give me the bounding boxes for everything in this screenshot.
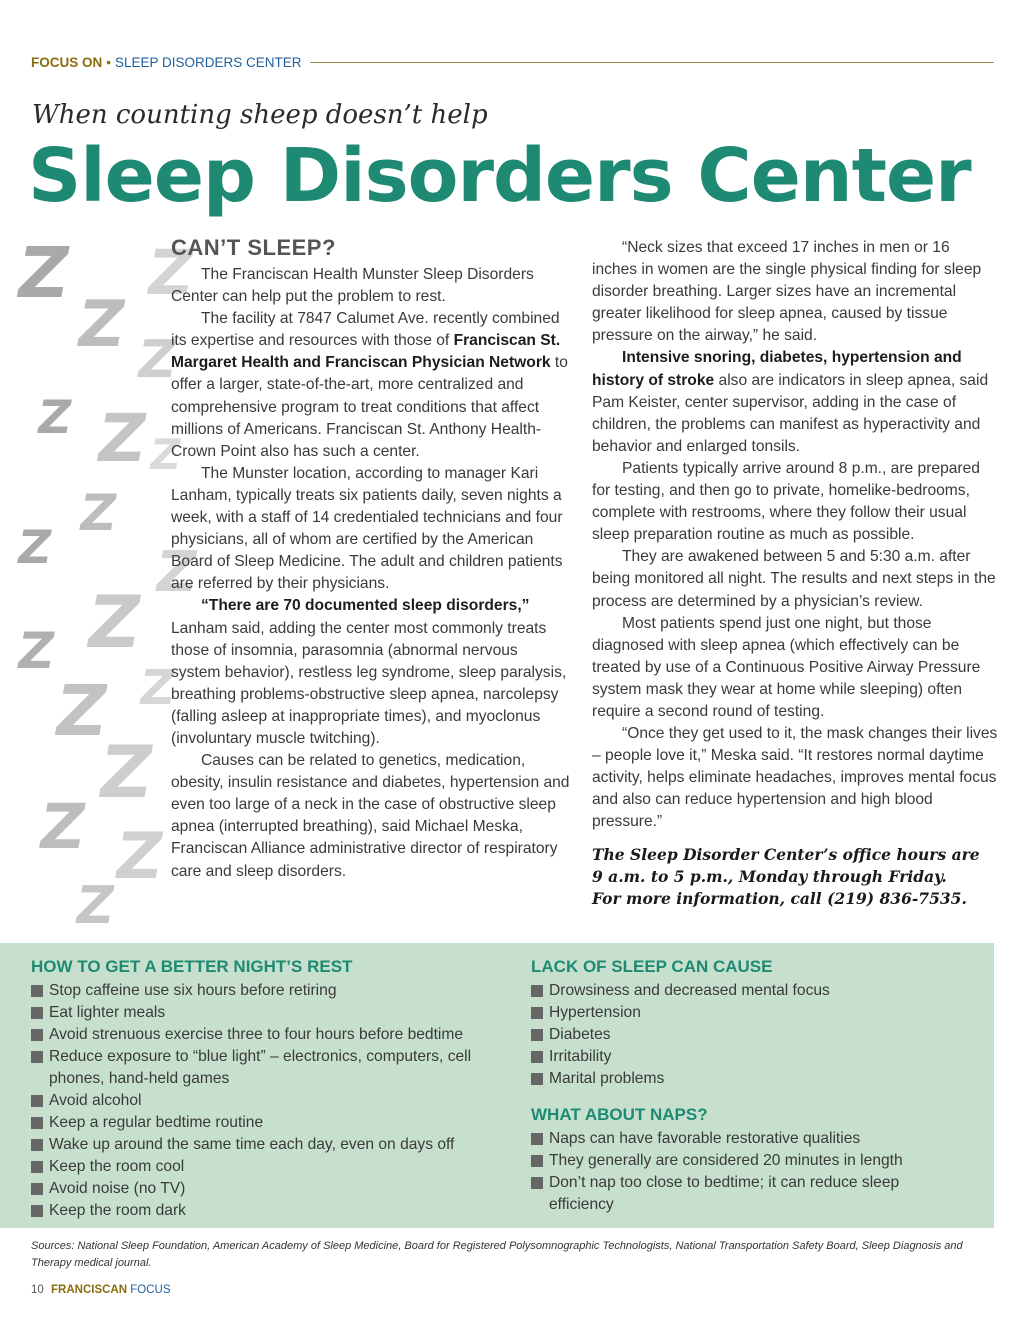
header-rule bbox=[310, 62, 994, 63]
z-letter-icon: Z bbox=[92, 730, 160, 814]
z-letter-icon: Z bbox=[33, 790, 92, 863]
z-letter-icon: Z bbox=[150, 540, 203, 605]
lack-of-sleep-list bbox=[531, 980, 971, 1090]
footer-brand: FRANCISCAN bbox=[51, 1284, 128, 1296]
list-item: Wake up around the same time each day, even on days off bbox=[31, 1134, 511, 1156]
bold-phrase: “There are 70 documented sleep disorders,” bbox=[201, 597, 530, 615]
footer-magazine: FOCUS bbox=[130, 1284, 171, 1296]
z-letter-icon: Z bbox=[132, 330, 182, 390]
z-letter-icon: Z bbox=[12, 622, 60, 680]
list-item: Reduce exposure to “blue light” – electronics, computers, cell phones, hand-held games bbox=[31, 1046, 511, 1090]
page-footer bbox=[31, 1284, 170, 1296]
lack-of-sleep-heading: LACK OF SLEEP CAN CAUSE bbox=[531, 957, 773, 976]
list-item: Marital problems bbox=[531, 1068, 971, 1090]
list-item: Hypertension bbox=[531, 1002, 971, 1024]
z-letter-icon: Z bbox=[10, 232, 76, 314]
list-item: Avoid strenuous exercise three to four hours before bedtime bbox=[31, 1024, 511, 1046]
better-rest-box bbox=[31, 954, 511, 1222]
z-letter-icon: Z bbox=[70, 876, 120, 936]
list-item: Avoid alcohol bbox=[31, 1090, 511, 1112]
article-paragraph: Patients typically arrive around 8 p.m., are prepared for testing, and then go to private, homelike-bedrooms, complete with restrooms, where they follow their usual sleep preparation routine as much as possible. bbox=[592, 459, 980, 544]
kicker: When counting sheep doesn’t help bbox=[32, 100, 488, 130]
z-letter-icon: Z bbox=[109, 820, 169, 894]
list-item: Diabetes bbox=[531, 1024, 971, 1046]
z-letter-icon: Z bbox=[80, 580, 148, 664]
office-hours: The Sleep Disorder Center’s office hours are 9 a.m. to 5 p.m., Monday through Friday. For more information, call (219) 836-7535. bbox=[592, 844, 980, 908]
list-item: Don’t nap too close to bedtime; it can reduce sleep efficiency bbox=[531, 1172, 971, 1216]
article-paragraph: “Once they get used to it, the mask changes their lives – people love it,” Meska said. “It restores normal daytime activity, helps eliminate headaches, improves mental focus and also can reduce hypertension and high blood pressure.” bbox=[592, 725, 998, 831]
bold-phrase: Franciscan St. Margaret Health and Franciscan Physician Network bbox=[171, 332, 561, 372]
article-paragraph: “There are 70 documented sleep disorders,” Lanham said, adding the center most commonly treats those of insomnia, parasomnia (abnormal nervous system behavior), restless leg syndrome, sleep paralysis, breathing problems-obstructive sleep apnea, narcolepsy (falling asleep at inappropriate times), and myoclonus (involuntary muscle twitching). bbox=[171, 597, 567, 747]
list-item: Eat lighter meals bbox=[31, 1002, 511, 1024]
sources-note: Sources: National Sleep Foundation, American Academy of Sleep Medicine, Board for Registered Polysomnographic Technologists, National Transportation Safety Board, Sleep Diagnosis and Therapy medical journal. bbox=[31, 1240, 963, 1269]
z-letter-icon: Z bbox=[145, 430, 185, 479]
page-number: 10 bbox=[31, 1284, 44, 1296]
z-letter-icon: Z bbox=[48, 670, 114, 752]
article-column-2 bbox=[592, 237, 998, 910]
z-letter-icon: Z bbox=[33, 390, 77, 444]
header-separator: • bbox=[106, 54, 111, 70]
z-letter-icon: Z bbox=[71, 288, 131, 362]
list-item: Naps can have favorable restorative qualities bbox=[531, 1128, 971, 1150]
list-item: Irritability bbox=[531, 1046, 971, 1068]
z-letter-icon: Z bbox=[74, 484, 122, 542]
bold-phrase: Intensive snoring, diabetes, hypertension and history of stroke bbox=[592, 349, 962, 389]
article-paragraph: The Franciscan Health Munster Sleep Disorders Center can help put the problem to rest. bbox=[171, 266, 534, 306]
article-paragraph: The facility at 7847 Calumet Ave. recently combined its expertise and resources with those of Franciscan St. Margaret Health and Franciscan Physician Network to offer a larger, state-of-the-art, more centralized and comprehensive program to treat conditions that affect millions of Americans. Franciscan St. Anthony Health-Crown Point also has such a center. bbox=[171, 310, 568, 460]
article-paragraph: They are awakened between 5 and 5:30 a.m. after being monitored all night. The results and next steps in the process are determined by a physician’s review. bbox=[592, 548, 996, 610]
sleep-effects-box bbox=[531, 954, 971, 1216]
list-item: Keep the room dark bbox=[31, 1200, 511, 1222]
list-item: Keep the room cool bbox=[31, 1156, 511, 1178]
article-subhead: CAN’T SLEEP? bbox=[171, 235, 336, 260]
better-rest-list bbox=[31, 980, 511, 1222]
list-item: Avoid noise (no TV) bbox=[31, 1178, 511, 1200]
z-letter-icon: Z bbox=[13, 520, 57, 574]
article-paragraph: Causes can be related to genetics, medication, obesity, insulin resistance and diabetes, hypertension and even too large of a neck in the case of obstructive sleep apnea (interrupted breathing), said Michael Meska, Franciscan Alliance administrative director of respiratory care and sleep disorders. bbox=[171, 752, 570, 880]
z-letter-icon: Z bbox=[141, 236, 200, 309]
list-item: Stop caffeine use six hours before retiring bbox=[31, 980, 511, 1002]
list-item: They generally are considered 20 minutes in length bbox=[531, 1150, 971, 1172]
article-paragraph: “Neck sizes that exceed 17 inches in men or 16 inches in women are the single physical finding for sleep disorder breathing. Larger sizes have an incremental greater likelihood for sleep apnea, caused by tissue pressure on the airway,” he said. bbox=[592, 239, 982, 345]
page-title: Sleep Disorders Center bbox=[28, 133, 971, 219]
article-column-1 bbox=[171, 234, 571, 883]
article-paragraph: The Munster location, according to manager Kari Lanham, typically treats six patients daily, seven nights a week, with a staff of 14 credentialed technicians and four physicians, all of whom are certified by the American Board of Sleep Medicine. The adult and children patients are referred by their physicians. bbox=[171, 464, 563, 593]
page-header bbox=[31, 52, 994, 72]
article-paragraph: Intensive snoring, diabetes, hypertension and history of stroke also are indicators in sleep apnea, said Pam Keister, center supervisor, adding in the case of children, the problems can manifest as hyperactivity and behavior and enlarged tonsils. bbox=[592, 349, 989, 455]
naps-heading: WHAT ABOUT NAPS? bbox=[531, 1105, 708, 1124]
section-label: SLEEP DISORDERS CENTER bbox=[115, 54, 302, 70]
focus-label: FOCUS ON bbox=[31, 54, 103, 70]
naps-list bbox=[531, 1128, 971, 1216]
z-letter-icon: Z bbox=[135, 660, 180, 716]
z-letter-icon: Z bbox=[91, 400, 153, 477]
list-item: Keep a regular bedtime routine bbox=[31, 1112, 511, 1134]
list-item: Drowsiness and decreased mental focus bbox=[531, 980, 971, 1002]
better-rest-heading: HOW TO GET A BETTER NIGHT’S REST bbox=[31, 957, 353, 976]
article-paragraph: Most patients spend just one night, but those diagnosed with sleep apnea (which effectively can be treated by use of a Continuous Positive Airway Pressure system mask they wear at home while sleeping) often require a second round of testing. bbox=[592, 614, 981, 720]
